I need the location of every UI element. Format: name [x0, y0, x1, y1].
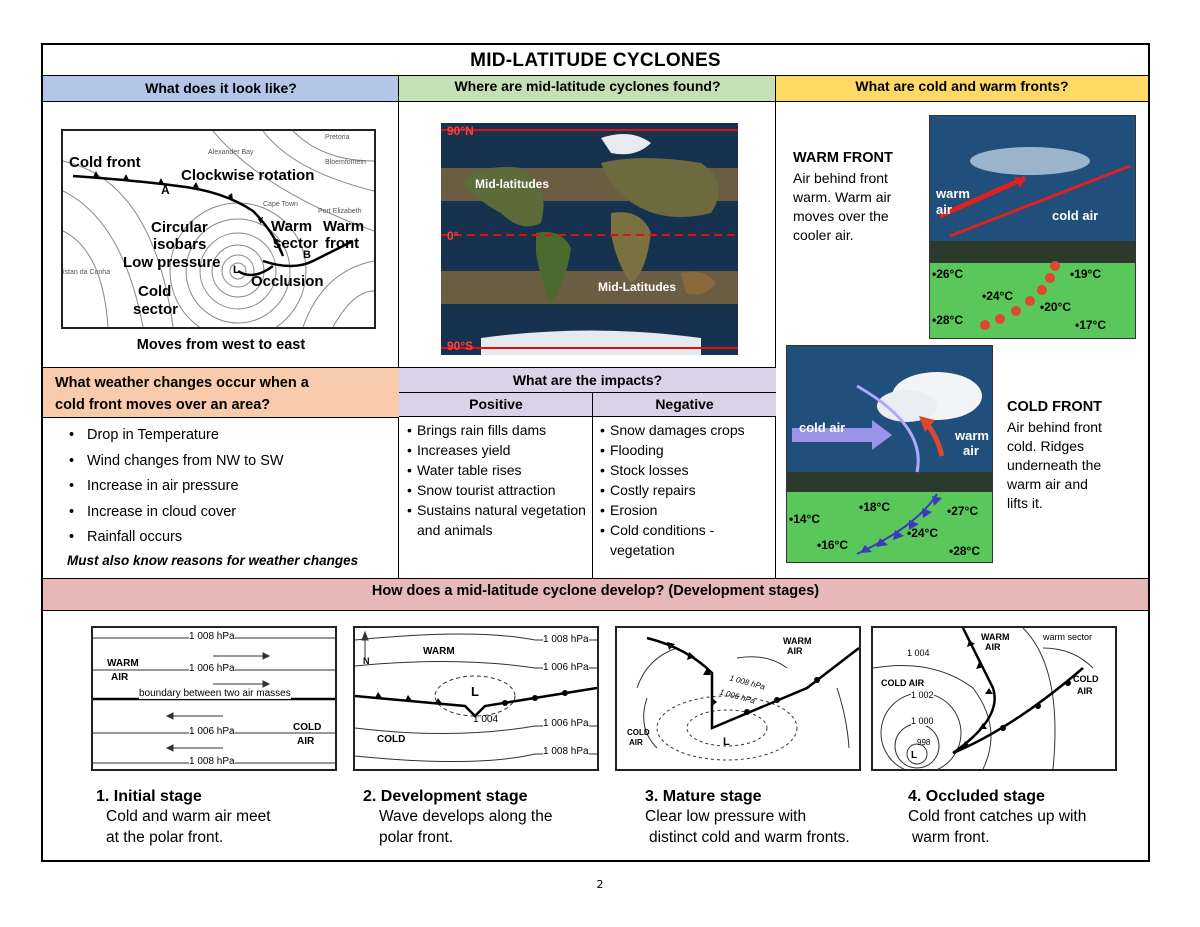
weather-header-line2: cold front moves over an area?	[55, 397, 271, 413]
stage-title: 4. Occluded stage	[908, 788, 1045, 805]
list-item: • Water table rises	[407, 460, 587, 480]
label-alexander-bay: Alexander Bay	[208, 149, 254, 156]
positive-header: Positive	[399, 393, 593, 417]
s3-p1: 1 008 hPa	[728, 673, 767, 692]
label-warm-sector-1: Warm	[271, 218, 313, 235]
s4-p2: 1 002	[911, 690, 934, 700]
world-map	[441, 123, 738, 355]
s1-air2: AIR	[297, 736, 315, 747]
s3-p2: 1 006 hPa	[718, 687, 757, 706]
list-item: • Snow tourist attraction	[407, 480, 587, 500]
positive-list	[407, 420, 587, 540]
label-warm-sector-2: sector	[273, 235, 319, 252]
stage-line: polar front.	[379, 829, 454, 846]
s3-air2: AIR	[629, 738, 643, 747]
list-item: • Increase in cloud cover	[65, 500, 395, 526]
list-item: • Drop in Temperature	[65, 423, 395, 449]
s1-p3: 1 006 hPa	[189, 726, 235, 737]
label-circular: Circular	[151, 219, 208, 236]
s1-boundary: boundary between two air masses	[139, 688, 291, 699]
s1-p2: 1 006 hPa	[189, 663, 235, 674]
look-header: What does it look like?	[43, 76, 399, 102]
label-occlusion: Occlusion	[251, 273, 324, 290]
s4-air-right: AIR	[1077, 686, 1093, 696]
weather-header	[43, 368, 399, 418]
s4-p1: 1 004	[907, 648, 930, 658]
label-midlat-top: Mid-latitudes	[475, 177, 549, 191]
stage1-caption	[96, 788, 351, 848]
negative-list	[600, 420, 770, 560]
warm-temp-26: •26°C	[932, 267, 964, 281]
s4-air: AIR	[985, 642, 1001, 652]
s2-p2: 1 006 hPa	[543, 662, 589, 673]
cold-temp-24: •24°C	[907, 526, 939, 540]
list-item: • Flooding	[600, 440, 770, 460]
list-item: • Erosion	[600, 500, 770, 520]
warm-front-drawing	[930, 116, 1136, 339]
warm-temp-24: •24°C	[982, 289, 1014, 303]
warm-front-text: Air behind front warm. Warm air moves over the cooler air.	[793, 170, 892, 243]
warm-img-cold-air: cold air	[1052, 208, 1099, 223]
s2-p5: 1 008 hPa	[543, 746, 589, 757]
label-90s: 90°S	[447, 339, 474, 353]
s4-p3: 1 000	[911, 716, 934, 726]
warm-front-title: WARM FRONT	[793, 150, 893, 166]
s4-warm: WARM	[981, 632, 1010, 642]
list-item: • Costly repairs	[600, 480, 770, 500]
s2-p1: 1 008 hPa	[543, 634, 589, 645]
warm-temp-28: •28°C	[932, 313, 964, 327]
cold-temp-18: •18°C	[859, 500, 891, 514]
worksheet-frame	[41, 43, 1150, 862]
label-bloemfontein: Bloemfontein	[325, 159, 366, 166]
label-low-pressure: Low pressure	[123, 254, 221, 271]
page-number: 2	[596, 878, 604, 891]
synoptic-map	[61, 129, 376, 329]
stage-line: Wave develops along the	[379, 808, 553, 825]
page-title: MID-LATITUDE CYCLONES	[43, 45, 1148, 76]
stage3-diagram	[615, 626, 861, 771]
stage2-diagram	[353, 626, 599, 771]
cold-temp-14: •14°C	[789, 512, 821, 526]
s3-air: AIR	[787, 646, 803, 656]
list-item: • Sustains natural vegetation and animals	[407, 500, 587, 540]
stage-title: 2. Development stage	[363, 788, 528, 805]
label-cape-town: Cape Town	[263, 201, 298, 208]
s3-warm: WARM	[783, 636, 812, 646]
world-map-drawing	[441, 123, 738, 355]
cold-temp-28: •28°C	[949, 544, 981, 558]
label-l: L	[233, 264, 240, 276]
s2-warm: WARM	[423, 646, 455, 657]
weather-list	[65, 423, 395, 551]
list-item: • Increase in air pressure	[65, 474, 395, 500]
s1-p1: 1 008 hPa	[189, 631, 235, 642]
cold-front-image	[786, 345, 993, 563]
stage2-caption	[363, 788, 628, 848]
label-tristan: istan da Cunha	[63, 269, 111, 276]
list-item: • Wind changes from NW to SW	[65, 449, 395, 475]
develop-header: How does a mid-latitude cyclone develop? (Development stages)	[43, 578, 1148, 611]
label-b: B	[303, 249, 311, 261]
cold-img-air: air	[963, 443, 979, 458]
s4-sector: warm sector	[1043, 632, 1093, 642]
warm-temp-20: •20°C	[1040, 300, 1072, 314]
stage-line: Clear low pressure with	[645, 808, 807, 825]
s3-cold: COLD	[627, 728, 650, 737]
warm-img-air: air	[936, 202, 952, 217]
stage-title: 1. Initial stage	[96, 788, 202, 805]
cold-temp-16: •16°C	[817, 538, 849, 552]
label-90n: 90°N	[447, 124, 474, 138]
stage-line: distinct cold and warm fronts.	[649, 829, 850, 846]
cold-front-title: COLD FRONT	[1007, 399, 1103, 415]
stage-line: Cold and warm air meet	[106, 808, 271, 825]
stage1-diagram	[91, 626, 337, 771]
s1-air: AIR	[111, 672, 129, 683]
label-warm-front-2: front	[325, 235, 360, 252]
list-item: • Increases yield	[407, 440, 587, 460]
stage-line: at the polar front.	[106, 829, 224, 846]
s4-cold-left: COLD AIR	[881, 678, 925, 688]
stage-line: warm front.	[912, 829, 990, 846]
s4-cold-right: COLD	[1073, 674, 1099, 684]
label-pretoria: Pretoria	[325, 134, 350, 141]
warm-temp-19: •19°C	[1070, 267, 1102, 281]
list-item: • Cold conditions - vegetation	[600, 520, 770, 560]
list-item: • Brings rain fills dams	[407, 420, 587, 440]
warm-temp-17: •17°C	[1075, 318, 1107, 332]
label-equator: 0°	[447, 229, 459, 243]
weather-header-line1: What weather changes occur when a	[55, 375, 309, 391]
divider	[775, 76, 776, 579]
where-header: Where are mid-latitude cyclones found?	[399, 76, 776, 102]
weather-note: Must also know reasons for weather changes	[67, 553, 359, 568]
label-clockwise: Clockwise rotation	[181, 167, 315, 184]
label-port-elizabeth: Port Elizabeth	[318, 208, 362, 215]
stage4-diagram	[871, 626, 1117, 771]
s3-l: L	[723, 736, 730, 748]
s2-l: L	[471, 684, 479, 699]
look-caption: Moves from west to east	[136, 337, 306, 353]
s4-p4: 998	[917, 738, 931, 747]
s1-p4: 1 008 hPa	[189, 756, 235, 767]
cold-temp-27: •27°C	[947, 504, 979, 518]
label-cold-sector-1: Cold	[138, 283, 172, 300]
s2-p4: 1 006 hPa	[543, 718, 589, 729]
list-item: • Rainfall occurs	[65, 525, 395, 551]
cold-img-cold-air: cold air	[799, 420, 846, 435]
list-item: • Stock losses	[600, 460, 770, 480]
s4-l: L	[911, 750, 918, 761]
warm-img-warm: warm	[936, 186, 970, 201]
cold-img-warm: warm	[955, 428, 989, 443]
s2-n: N	[363, 656, 370, 666]
divider	[592, 393, 593, 579]
label-midlat-bottom: Mid-Latitudes	[598, 280, 676, 294]
label-a: A	[161, 183, 170, 197]
cold-front-text: Air behind front cold. Ridges underneath the warm air and lifts it.	[1007, 419, 1102, 511]
fronts-header: What are cold and warm fronts?	[776, 76, 1148, 102]
label-isobars: isobars	[153, 236, 207, 253]
impacts-header: What are the impacts?	[399, 368, 776, 393]
s2-cold: COLD	[377, 734, 406, 745]
list-item: • Snow damages crops	[600, 420, 770, 440]
warm-front-image	[929, 115, 1136, 339]
s1-warm: WARM	[107, 658, 139, 669]
s2-p3: 1 004	[473, 714, 499, 725]
stage-line: Cold front catches up with	[908, 808, 1087, 825]
stage4-caption	[908, 788, 1143, 848]
label-cold-front: Cold front	[69, 154, 141, 171]
divider	[398, 76, 399, 579]
label-cold-sector-2: sector	[133, 301, 179, 318]
stage3-caption	[645, 788, 915, 848]
s1-cold: COLD	[293, 722, 322, 733]
negative-header: Negative	[593, 393, 776, 417]
stage-title: 3. Mature stage	[645, 788, 762, 805]
label-warm-front-1: Warm	[323, 218, 365, 235]
